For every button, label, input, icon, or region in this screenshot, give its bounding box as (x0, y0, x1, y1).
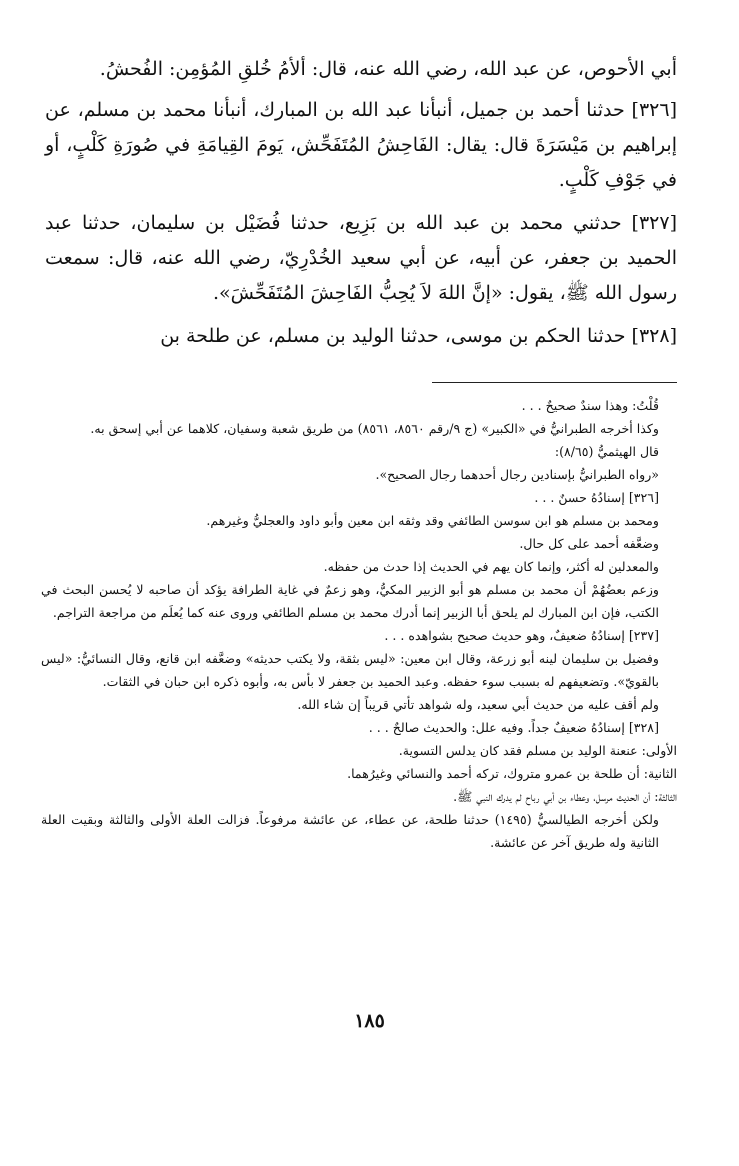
footnote-line: الثانية: أن طلحة بن عمرو متروك، تركه أحمد والنسائي وغيرُهما. (347, 766, 677, 781)
footnote-separator (432, 382, 677, 383)
footnote-quote: «رواه الطبرانيُّ بإسنادين رجال أحدهما رجال الصحيح». (375, 467, 659, 482)
footnote-heading-326: [٣٢٦] إسنادُهُ حسنٌ . . . (534, 490, 659, 505)
footnote-line: ولم أقف عليه من حديث أبي سعيد، وله شواهد تأتي قريباً إن شاء الله. (297, 697, 659, 712)
footnote-line: وكذا أخرجه الطبرانيُّ في «الكبير» (ج ٩/رقم ٨٥٦٠، ٨٥٦١) من طريق شعبة وسفيان، كلاهما عن أبي إسحق به. (90, 421, 659, 436)
footnote-line: قُلْتُ: وهذا سندٌ صحيحٌ . . . (521, 398, 659, 413)
footnote-line: وزعم بعضُهُمْ أن محمد بن مسلم هو أبو الزبير المكيُّ، وهو زعمٌ في غاية الطرافة يؤكد أن صاحبه لا يُحسن البحث في الكتب، فإن ابن المبارك لم يلحق أبا الزبير إنما أدرك محمد بن مسلم الطائفي وروى عنه كما يُعلَم من مراجعة التراجم. (41, 582, 659, 620)
page-number: ١٨٥ (354, 1010, 385, 1032)
footnote-line: الأولى: عنعنة الوليد بن مسلم فقد كان يدلس التسوية. (398, 743, 677, 758)
footnote-line: قال الهيثميُّ (٨/٦٥): (554, 444, 659, 459)
footnote-line: وضعَّفه أحمد على كل حال. (519, 536, 659, 551)
footnote-heading-327: [٢٣٧] إسنادُهُ ضعيفٌ، وهو حديث صحيح بشواهده . . . (384, 628, 659, 643)
hadith-326: [٣٢٦] حدثنا أحمد بن جميل، أنبأنا عبد الله بن المبارك، أنبأنا محمد بن مسلم، عن إبراهيم بن مَيْسَرَةَ قال: يقال: الفَاحِشُ المُتَفَحِّش، يَومَ القِيامَةِ في صُورَةِ كَلْبٍ، أو في جَوْفِ كَلْبٍ. (45, 99, 677, 191)
paragraph-325-end: أبي الأحوص، عن عبد الله، رضي الله عنه، قال: ألأمُ خُلقِ المُؤمِن: الفُحشُ. (99, 58, 677, 80)
hadith-328-start: [٣٢٨] حدثنا الحكم بن موسى، حدثنا الوليد بن مسلم، عن طلحة بن (160, 325, 677, 347)
main-text (45, 52, 677, 362)
footnote-line: الثالثة: أن الحديث مرسل، وعطاء بن أبي رباح لم يدرك النبي ﷺ. (453, 789, 677, 804)
footnote-line: ولكن أخرجه الطيالسيُّ (١٤٩٥) حدثنا طلحة، عن عطاء، عن عائشة مرفوعاً. فزالت العلة الأولى والثالثة وبقيت العلة الثانية وله طريق آخر عن عائشة. (41, 812, 659, 850)
hadith-327: [٣٢٧] حدثني محمد بن عبد الله بن بَزِيع، حدثنا فُضَيْل بن سليمان، حدثنا عبد الحميد بن جعفر، عن أبيه، عن أبي سعيد الخُدْرِيّ، رضي الله عنه، قال: سمعت رسول الله ﷺ، يقول: «إنَّ اللهَ لاَ يُحِبُّ الفَاحِشَ المُتَفَحِّشَ». (45, 212, 677, 304)
footnote-line: ومحمد بن مسلم هو ابن سوسن الطائفي وقد وثقه ابن معين وأبو داود والعجليُّ وغيرهم. (206, 513, 659, 528)
footnote-heading-328: [٣٢٨] إسنادُهُ ضعيفٌ جداً. وفيه علل: والحديث صالحٌ . . . (368, 720, 659, 735)
footnote-line: والمعدلين له أكثر، وإنما كان يهم في الحديث إذا حدث من حفظه. (323, 559, 659, 574)
footnotes (41, 394, 677, 854)
footnote-line: وفضيل بن سليمان لينه أبو زرعة، وقال ابن معين: «ليس بثقة، ولا يكتب حديثه» وضعَّفه ابن قانع، وقال النسائيُّ: «ليس بالقويّ». وتضعيفهم له بسبب سوء حفظه. وعبد الحميد بن جعفر لا بأس به، وأبوه ذكره ابن حبان في الثقات. (41, 651, 659, 689)
